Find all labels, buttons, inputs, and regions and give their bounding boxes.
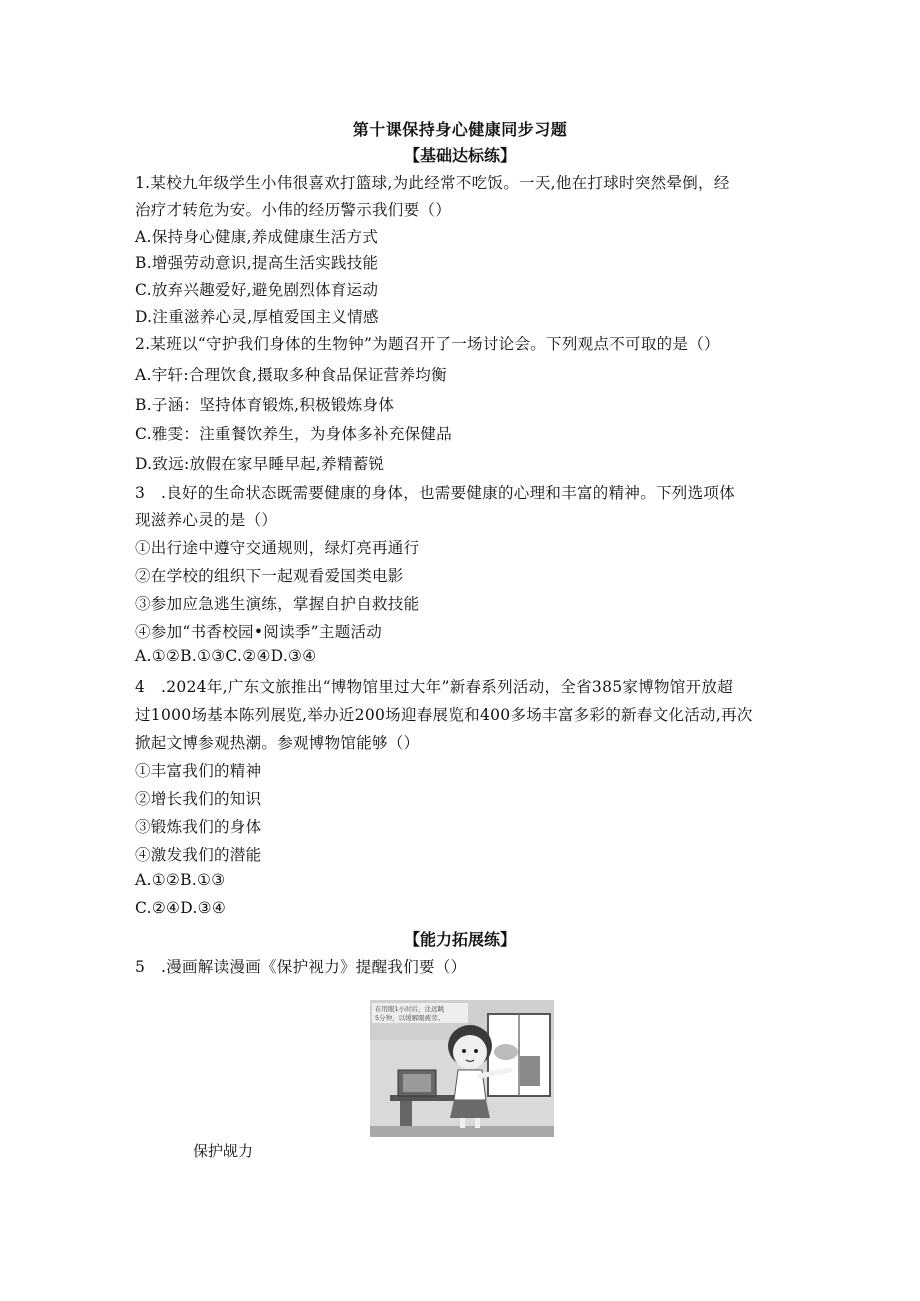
q4-item-1: ①丰富我们的精神	[135, 762, 262, 780]
q3-stem-line1: 3 .良好的生命状态既需要健康的身体，也需要健康的心理和丰富的精神。下列选项体	[135, 484, 735, 502]
q4-options-line2: C.②④D.③④	[135, 899, 227, 917]
q1-option-d: D.注重滋养心灵,厚植爱国主义情感	[135, 308, 379, 326]
q3-options: A.①②B.①③C.②④D.③④	[135, 647, 317, 665]
q5-stem: 5 .漫画解读漫画《保护视力》提醒我们要（）	[135, 958, 467, 976]
section-heading-ability: 【能力拓展练】	[403, 930, 516, 949]
q4-item-3: ③锻炼我们的身体	[135, 818, 262, 836]
girl-skirt	[450, 1100, 490, 1118]
q1-option-b: B.增强劳动意识,提高生活实践技能	[135, 254, 379, 272]
girl-leg-left	[460, 1118, 465, 1128]
window-building	[520, 1056, 540, 1086]
page-title: 第十课保持身心健康同步习题	[352, 120, 568, 139]
eye-care-cartoon-image	[370, 1000, 554, 1137]
q3-item-4: ④参加“书香校园•阅读季”主题活动	[135, 623, 383, 641]
q3-item-1: ①出行途中遵守交通规则，绿灯亮再通行	[135, 539, 420, 557]
q3-item-2: ②在学校的组织下一起观看爱国类电影	[135, 567, 404, 585]
q4-stem-line1: 4 .2024年,广东文旅推出“博物馆里过大年”新春系列活动，全省385家博物馆开放超	[135, 678, 733, 696]
q1-option-c: C.放弃兴趣爱好,避免剧烈体育运动	[135, 281, 379, 299]
chair	[400, 1101, 412, 1129]
q1-stem-line1: 1.某校九年级学生小伟很喜欢打篮球,为此经常不吃饭。一天,他在打球时突然晕倒，经	[135, 174, 730, 192]
window-tree	[494, 1044, 518, 1060]
computer-screen	[403, 1074, 431, 1092]
girl-eye-right	[474, 1049, 478, 1053]
girl-eye-left	[462, 1049, 466, 1053]
section-heading-basic: 【基础达标练】	[403, 146, 516, 165]
girl-face	[453, 1035, 487, 1069]
q2-option-d: D.致远:放假在家早睡早起,养精蓄锐	[135, 455, 385, 473]
q2-stem: 2.某班以“守护我们身体的生物钟”为题召开了一场讨论会。下列观点不可取的是（）	[135, 335, 720, 353]
q1-stem-line2: 治疗才转危为安。小伟的经历警示我们要（）	[135, 201, 452, 219]
q1-option-a: A.保持身心健康,养成健康生活方式	[135, 228, 379, 246]
cartoon-caption: 保护觇力	[193, 1142, 254, 1160]
q4-item-4: ④激发我们的潜能	[135, 846, 262, 864]
q3-item-3: ③参加应急逃生演练，掌握自护自救技能	[135, 595, 420, 613]
q4-stem-line2: 过1000场基本陈列展览,举办近200场迎春展览和400多场丰富多彩的新春文化活动,再次	[135, 706, 753, 724]
q2-option-a: A.宇轩:合理饮食,摄取多种食品保证营养均衡	[135, 366, 447, 384]
cartoon-caption-line2: 5分钟，以缓解眼疲劳。	[375, 1014, 445, 1022]
q2-option-b: B.子涵：坚持体育锻炼,积极锻炼身体	[135, 396, 395, 414]
q4-item-2: ②增长我们的知识	[135, 790, 262, 808]
q2-option-c: C.雅雯：注重餐饮养生，为身体多补充保健品	[135, 425, 453, 443]
girl-leg-right	[475, 1118, 480, 1128]
q4-stem-line3: 掀起文博参观热潮。参观博物馆能够（）	[135, 734, 420, 752]
q4-options-line1: A.①②B.①③	[135, 871, 226, 889]
q3-stem-line2: 现滋养心灵的是（）	[135, 511, 278, 529]
cartoon-caption-line1: 在用眼1小时后，注远眺	[375, 1005, 445, 1013]
